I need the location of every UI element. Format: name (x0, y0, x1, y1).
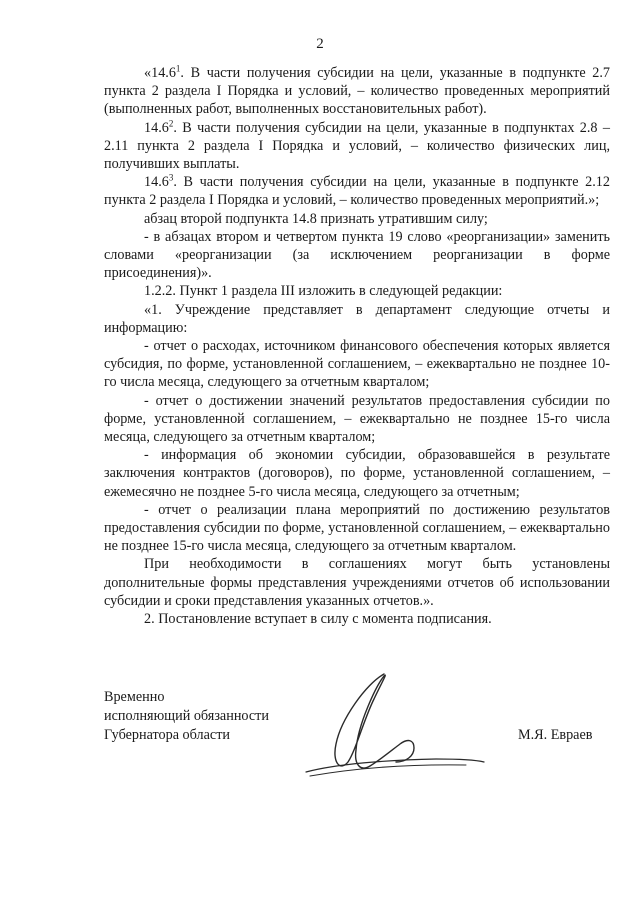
paragraph-14-6-3 (104, 173, 610, 209)
list-item: - отчет о расходах, источником финансового обеспечения которых является субсидия, по форме, установленной соглашением, – ежеквартально не позднее 10-го числа месяца, следующего за отчетным кварталом; (104, 338, 610, 391)
paragraph-text: 14.6 (144, 119, 169, 136)
paragraph-text: 14.6 (144, 174, 169, 191)
superscript: 2 (168, 117, 174, 128)
signer-position-line: исполняющий обязанности (104, 708, 269, 724)
superscript: 1 (175, 63, 181, 74)
paragraph-14-6-2 (104, 119, 610, 174)
paragraph: абзац второй подпункта 14.8 признать утратившим силу; (144, 210, 488, 227)
paragraph: - в абзацах втором и четвертом пункта 19 слово «реорганизации» заменить словами «реорганизации (за исключением реорганизации в форме присоединения)». (104, 228, 610, 282)
handwritten-signature (296, 664, 496, 794)
paragraph: «1. Учреждение представляет в департамент следующие отчеты и информацию: (104, 301, 610, 336)
paragraph-14-6-1 (104, 64, 610, 119)
signer-position-line: Губернатора области (104, 727, 230, 743)
superscript: 3 (168, 172, 174, 183)
paragraph: 1.2.2. Пункт 1 раздела III изложить в следующей редакции: (144, 283, 503, 300)
list-item: - отчет о реализации плана мероприятий по достижению результатов предоставления субсидии по форме, установленной соглашением, – ежеквартально не позднее 15-го числа месяца, следующего за отчетным кварталом. (104, 501, 610, 555)
paragraph: При необходимости в соглашениях могут быть установлены дополнительные формы представления учреждениями отчетов об использовании субсидии и сроки представления указанных отчетов.». (104, 556, 610, 609)
paragraph: 2. Постановление вступает в силу с момента подписания. (144, 611, 492, 628)
signer-position-line: Временно (104, 689, 165, 705)
list-item: - информация об экономии субсидии, образовавшейся в результате заключения контрактов (договоров), по форме, установленной соглашением, – ежемесячно не позднее 5-го числа месяца, следующего за отчетным; (104, 447, 610, 500)
page-number: 2 (316, 36, 324, 52)
list-item: - отчет о достижении значений результатов предоставления субсидии по форме, установленной соглашением, – ежеквартально не позднее 15-го числа месяца, следующего за отчетным кварталом; (104, 392, 610, 446)
paragraph-text: . В части получения субсидии на цели, указанные в подпунктах 2.8 – 2.11 пункта 2 раздела I Порядка и условий, – количество физических лиц, получивших выплаты. (104, 119, 610, 173)
paragraph-text: . В части получения субсидии на цели, указанные в подпункте 2.12 пункта 2 раздела I Порядка и условий, – количество проведенных мероприятий.»; (104, 174, 610, 209)
signer-name: М.Я. Евраев (518, 727, 593, 743)
paragraph-text: . В части получения субсидии на цели, указанные в подпункте 2.7 пункта 2 раздела I Порядка и условий, – количество проведенных мероприятий (выполненных работ, выполненных восстановительных работ). (104, 65, 610, 118)
paragraph-text: «14.6 (144, 65, 176, 81)
document-body (104, 64, 610, 628)
